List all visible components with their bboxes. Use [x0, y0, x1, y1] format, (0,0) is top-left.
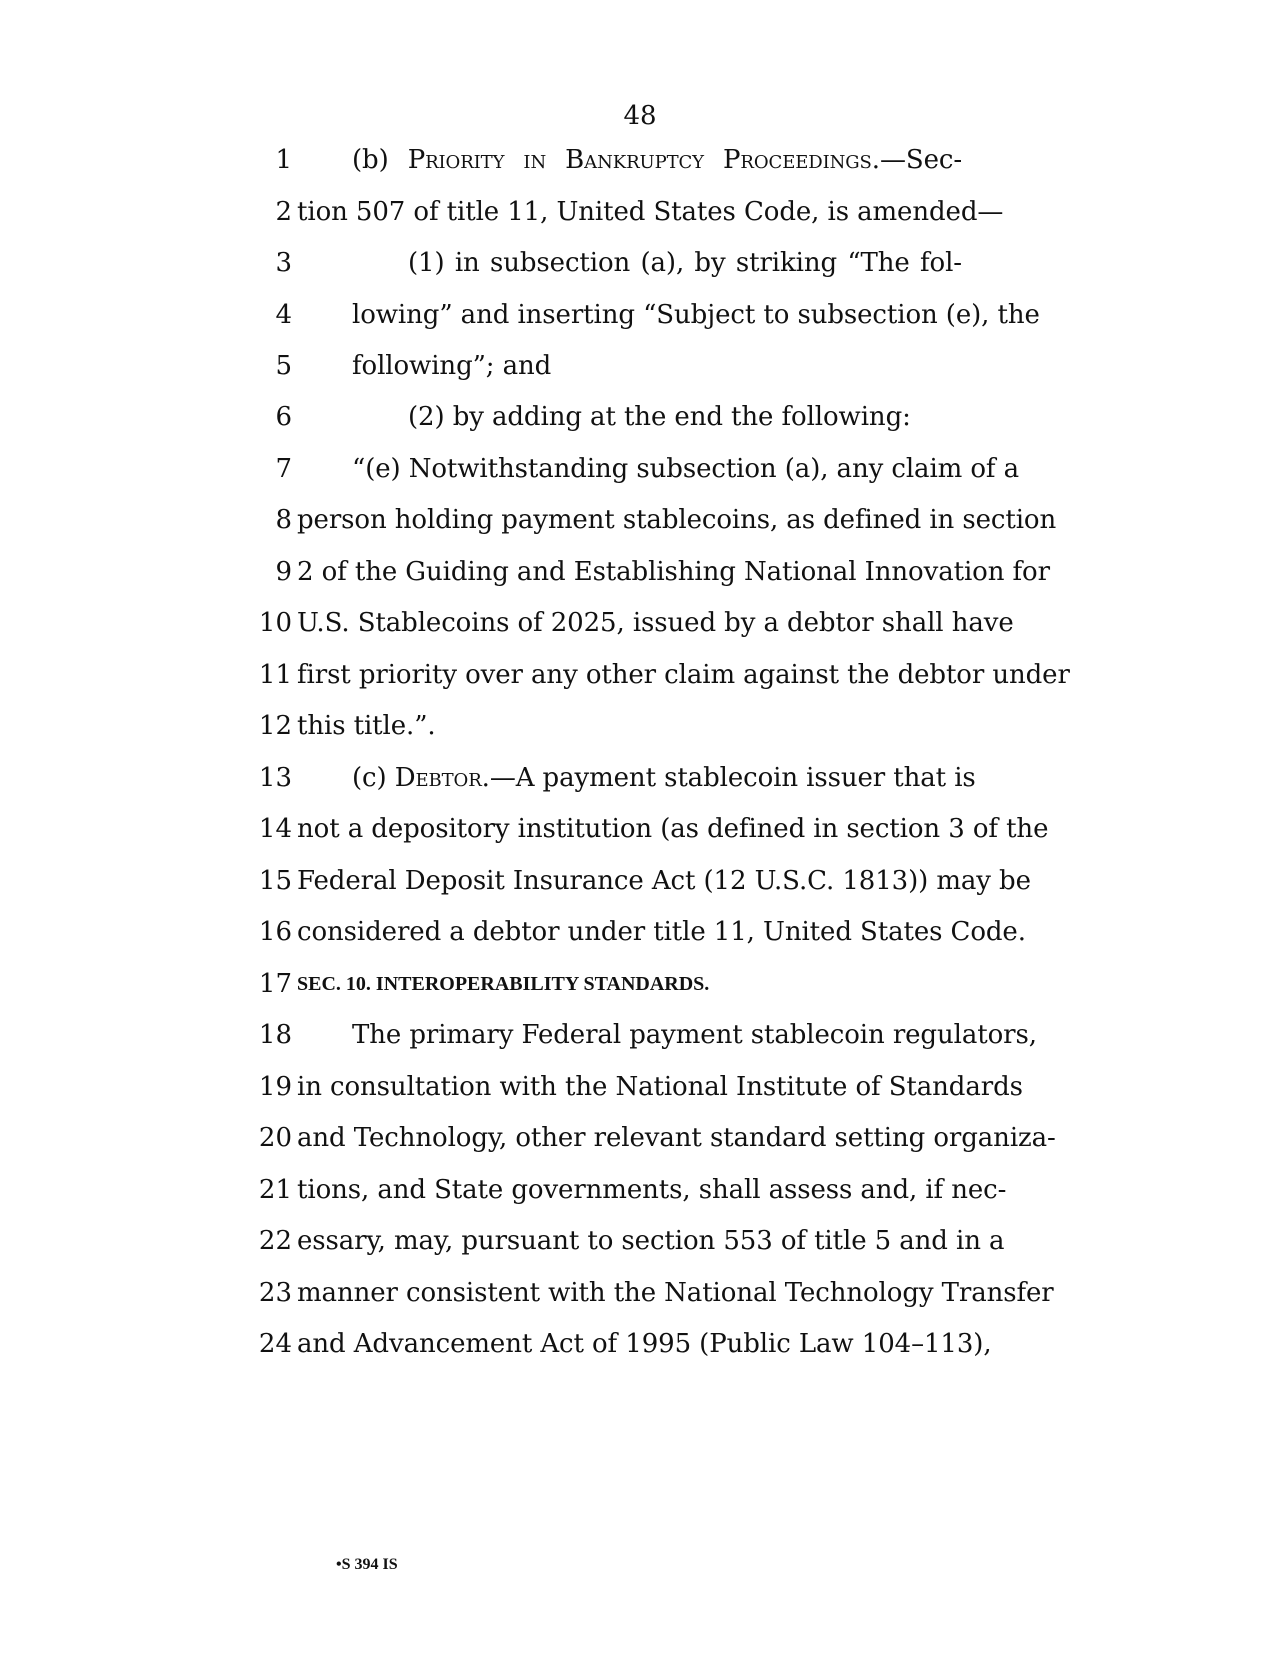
line-number: 22	[258, 1226, 292, 1256]
line-number: 12	[258, 711, 292, 741]
text-line: tion 507 of title 11, United States Code, is amended—	[297, 197, 1004, 227]
line-number: 2	[275, 197, 292, 227]
text-line: and Technology, other relevant standard setting organiza-	[297, 1123, 1056, 1153]
line-number: 23	[258, 1278, 292, 1308]
line-number: 20	[258, 1123, 292, 1153]
line-number: 10	[258, 608, 292, 638]
text-line: tions, and State governments, shall assess and, if nec-	[297, 1175, 1007, 1205]
line-number: 18	[258, 1020, 292, 1050]
text-line: 2 of the Guiding and Establishing National Innovation for	[297, 557, 1050, 587]
text-line: “(e) Notwithstanding subsection (a), any claim of a	[352, 454, 1020, 484]
subsection-heading: Debtor.	[394, 763, 490, 793]
text-line: following”; and	[352, 351, 552, 381]
line-number: 15	[258, 866, 292, 896]
text-line	[352, 751, 976, 805]
line-number: 11	[258, 660, 292, 690]
page-number: 48	[623, 101, 657, 131]
line-rest: —Sec-	[879, 145, 962, 175]
footer-bullet: •	[336, 1556, 342, 1573]
text-line	[352, 133, 962, 187]
line-number: 14	[258, 814, 292, 844]
text-line: not a depository institution (as defined in section 3 of the	[297, 814, 1049, 844]
line-prefix: (b)	[352, 145, 408, 175]
footer-label: S 394 IS	[341, 1556, 398, 1573]
line-rest: —A payment stablecoin issuer that is	[489, 763, 976, 793]
line-number: 13	[258, 763, 292, 793]
text-line: lowing” and inserting “Subject to subsection (e), the	[352, 300, 1040, 330]
text-line: first priority over any other claim against the debtor under	[297, 660, 1070, 690]
text-line: manner consistent with the National Technology Transfer	[297, 1278, 1054, 1308]
line-number: 17	[258, 969, 292, 999]
text-line: (1) in subsection (a), by striking “The fol-	[408, 248, 962, 278]
line-number: 7	[275, 454, 292, 484]
line-number: 21	[258, 1175, 292, 1205]
text-line: and Advancement Act of 1995 (Public Law 104–113),	[297, 1329, 992, 1359]
subsection-heading: Priority in Bankruptcy Proceedings.	[407, 145, 880, 175]
text-line: person holding payment stablecoins, as defined in section	[297, 505, 1057, 535]
text-line: Federal Deposit Insurance Act (12 U.S.C. 1813)) may be	[297, 866, 1031, 896]
text-line: (2) by adding at the end the following:	[408, 402, 911, 432]
line-number: 1	[275, 145, 292, 175]
line-number: 8	[275, 505, 292, 535]
bill-identifier-footer	[336, 1553, 398, 1577]
line-number: 19	[258, 1072, 292, 1102]
section-heading: SEC. 10. INTEROPERABILITY STANDARDS.	[297, 973, 710, 995]
text-line: The primary Federal payment stablecoin regulators,	[352, 1020, 1037, 1050]
line-number: 4	[275, 300, 292, 330]
line-prefix: (c)	[352, 763, 395, 793]
line-number: 24	[258, 1329, 292, 1359]
text-line: in consultation with the National Institute of Standards	[297, 1072, 1023, 1102]
line-number: 5	[275, 351, 292, 381]
line-number: 6	[275, 402, 292, 432]
line-number: 9	[275, 557, 292, 587]
line-number: 3	[275, 248, 292, 278]
text-line: U.S. Stablecoins of 2025, issued by a debtor shall have	[297, 608, 1014, 638]
text-line: essary, may, pursuant to section 553 of title 5 and in a	[297, 1226, 1005, 1256]
text-line: considered a debtor under title 11, United States Code.	[297, 917, 1026, 947]
text-line: this title.”.	[297, 711, 436, 741]
line-number: 16	[258, 917, 292, 947]
